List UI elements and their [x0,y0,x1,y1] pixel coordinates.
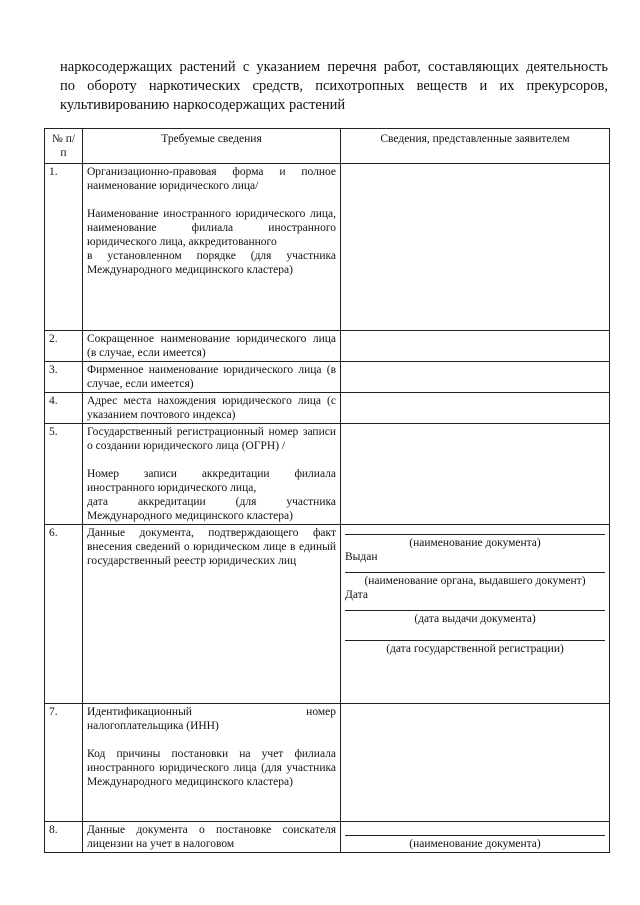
header-required: Требуемые сведения [83,129,341,164]
row-number: 2. [45,331,83,362]
row-number: 1. [45,164,83,331]
row-number: 6. [45,525,83,704]
issue-date-line[interactable] [345,610,605,611]
document-name-line[interactable] [345,835,605,836]
row-text: налогоплательщика (ИНН) [87,720,219,732]
row-text-part: Идентификационный [87,706,192,718]
provided-info-cell[interactable] [341,331,610,362]
requirements-table [44,128,610,853]
provided-info-cell[interactable] [341,362,610,393]
row-number: 5. [45,424,83,525]
row-text: Государственный регистрационный номер записи о создании юридического лица (ОГРН) / [87,426,336,452]
row-number: 8. [45,822,83,853]
table-header-row [45,129,610,164]
row-number: 7. [45,704,83,822]
document-name-caption: (наименование документа) [409,537,541,549]
required-info [83,164,341,331]
issuer-line[interactable] [345,572,605,573]
date-label: Дата [345,589,368,601]
row-text: Сокращенное наименование юридического лица (в случае, если имеется) [87,333,336,359]
row-text: Код причины постановки на учет филиала иностранного юридического лица (для участника Международного медицинского кластера) [87,748,336,788]
row-text: дата аккредитации (для участника Международного медицинского кластера) [87,496,336,522]
intro-line-1: наркосодержащих растений с указанием перечня работ, составляющих деятельность [60,59,608,75]
provided-info-cell[interactable] [341,525,610,704]
required-info [83,525,341,704]
table-row [45,331,610,362]
row-number: 3. [45,362,83,393]
table-row [45,525,610,704]
required-info [83,704,341,822]
row-text: Организационно-правовая форма и полное наименование юридического лица/ [87,166,336,192]
required-info [83,822,341,853]
required-info [83,362,341,393]
registration-date-line[interactable] [345,640,605,641]
intro-text [60,58,608,115]
provided-info-cell[interactable] [341,424,610,525]
row-text: Фирменное наименование юридического лица (в случае, если имеется) [87,364,336,390]
issued-label: Выдан [345,551,378,563]
row-text [87,705,336,719]
provided-info-cell[interactable] [341,393,610,424]
table-row [45,164,610,331]
row-number: 4. [45,393,83,424]
required-info [83,331,341,362]
registration-date-caption: (дата государственной регистрации) [386,643,564,655]
table-row [45,704,610,822]
required-info [83,424,341,525]
document-name-caption: (наименование документа) [409,838,541,850]
row-text-part: номер [306,706,336,718]
provided-info-cell[interactable] [341,822,610,853]
row-text: в установленном порядке (для участника Международного медицинского кластера) [87,250,336,276]
issue-date-caption: (дата выдачи документа) [414,613,536,625]
table-row [45,393,610,424]
row-text: Данные документа о постановке соискателя лицензии на учет в налоговом [87,824,336,850]
row-text: Адрес места нахождения юридического лица (с указанием почтового индекса) [87,395,336,421]
document-name-line[interactable] [345,534,605,535]
required-info [83,393,341,424]
provided-info-cell[interactable] [341,164,610,331]
row-text: Наименование иностранного юридического лица, наименование филиала иностранного юридического лица, аккредитованного [87,208,336,248]
row-text: Номер записи аккредитации филиала иностранного юридического лица, [87,468,336,494]
table-row [45,822,610,853]
intro-line-3: культивированию наркосодержащих растений [60,97,346,113]
table-row [45,362,610,393]
header-num: № п/п [45,129,83,164]
row-text: Данные документа, подтверждающего факт внесения сведений о юридическом лице в единый государственный реестр юридических лиц [87,527,336,567]
intro-line-2: по обороту наркотических средств, психотропных веществ и их прекурсоров, [60,78,608,94]
issuer-caption: (наименование органа, выдавшего документ) [364,575,586,587]
table-row [45,424,610,525]
provided-info-cell[interactable] [341,704,610,822]
header-provided: Сведения, представленные заявителем [341,129,610,164]
